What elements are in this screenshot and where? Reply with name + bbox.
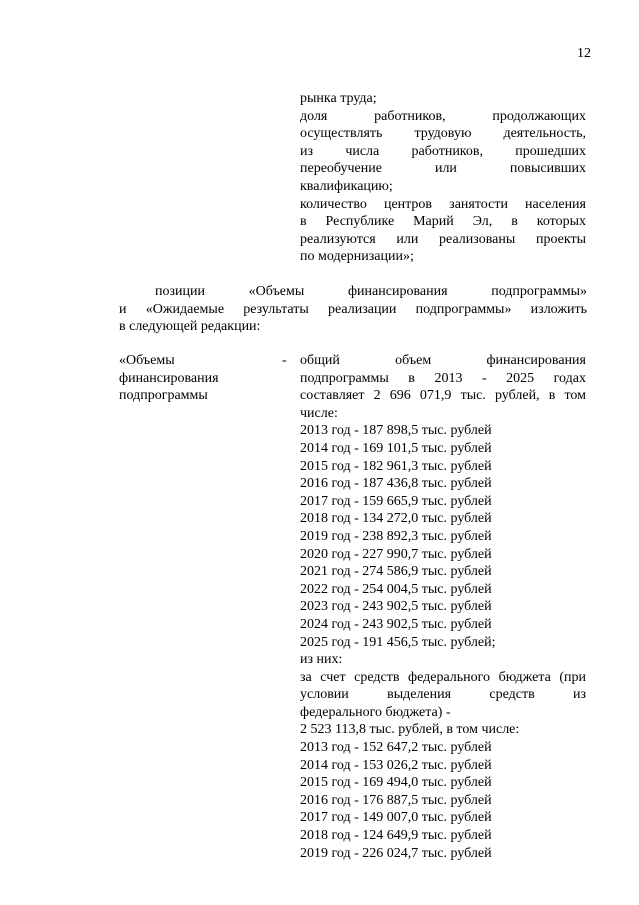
text-line: осуществлять трудовую деятельность, (300, 126, 586, 142)
label-line: финансирования (119, 370, 219, 386)
text-line: 2024 год - 243 902,5 тыс. рублей (300, 616, 492, 632)
text-line: составляет 2 696 071,9 тыс. рублей, в том (300, 388, 586, 404)
intro-line: в следующей редакции: (119, 319, 261, 335)
text-line: 2018 год - 134 272,0 тыс. рублей (300, 511, 492, 527)
label-line: подпрограммы (119, 388, 208, 404)
text-line: количество центров занятости населения (300, 196, 586, 212)
text-line: 2016 год - 176 887,5 тыс. рублей (300, 792, 492, 808)
text-line: за счет средств федерального бюджета (при (300, 669, 586, 685)
text-line: 2019 год - 226 024,7 тыс. рублей (300, 845, 492, 861)
intro-line: позиции «Объемы финансирования подпрограммы» (155, 284, 587, 299)
label-dash: - (282, 353, 287, 368)
text-line: 2023 год - 243 902,5 тыс. рублей (300, 599, 492, 615)
text-line: 2018 год - 124 649,9 тыс. рублей (300, 828, 492, 844)
text-line: общий объем финансирования (300, 353, 586, 368)
text-line: федерального бюджета) - (300, 704, 451, 720)
text-line: 2020 год - 227 990,7 тыс. рублей (300, 546, 492, 562)
label-line: «Объемы (119, 353, 175, 368)
text-line: в Республике Марий Эл, в которых (300, 214, 586, 230)
text-line: 2016 год - 187 436,8 тыс. рублей (300, 476, 492, 492)
text-line: доля работников, продолжающих (300, 108, 586, 124)
text-line: из них: (300, 652, 343, 668)
funding-text-block (300, 352, 586, 862)
text-line: 2013 год - 187 898,5 тыс. рублей (300, 423, 492, 439)
funding-label (119, 352, 289, 405)
text-line: 2014 год - 169 101,5 тыс. рублей (300, 440, 492, 456)
text-line: условии выделения средств из (300, 687, 586, 703)
text-line: 2017 год - 159 665,9 тыс. рублей (300, 493, 492, 509)
text-line: числе: (300, 405, 338, 421)
text-line: 2019 год - 238 892,3 тыс. рублей (300, 528, 492, 544)
text-line: подпрограммы в 2013 - 2025 годах (300, 370, 586, 386)
text-line: 2015 год - 182 961,3 тыс. рублей (300, 458, 492, 474)
text-line: квалификацию; (300, 178, 393, 194)
intro-line: и «Ожидаемые результаты реализации подпрограммы» изложить (119, 301, 587, 317)
text-line: 2013 год - 152 647,2 тыс. рублей (300, 740, 492, 756)
text-line: 2015 год - 169 494,0 тыс. рублей (300, 775, 492, 791)
text-line: из числа работников, прошедших (300, 143, 586, 159)
text-line: реализуются или реализованы проекты (300, 231, 586, 247)
text-line: 2017 год - 149 007,0 тыс. рублей (300, 810, 492, 826)
text-line: 2014 год - 153 026,2 тыс. рублей (300, 757, 492, 773)
text-line: 2021 год - 274 586,9 тыс. рублей (300, 564, 492, 580)
page-number: 12 (577, 46, 591, 61)
text-line: 2025 год - 191 456,5 тыс. рублей; (300, 634, 496, 650)
text-line: рынка труда; (300, 91, 377, 106)
text-line: 2022 год - 254 004,5 тыс. рублей (300, 581, 492, 597)
top-text-block (300, 90, 586, 266)
text-line: переобучение или повысивших (300, 161, 586, 177)
text-line: по модернизации»; (300, 249, 414, 265)
intro-paragraph (119, 283, 587, 336)
text-line: 2 523 113,8 тыс. рублей, в том числе: (300, 722, 520, 738)
